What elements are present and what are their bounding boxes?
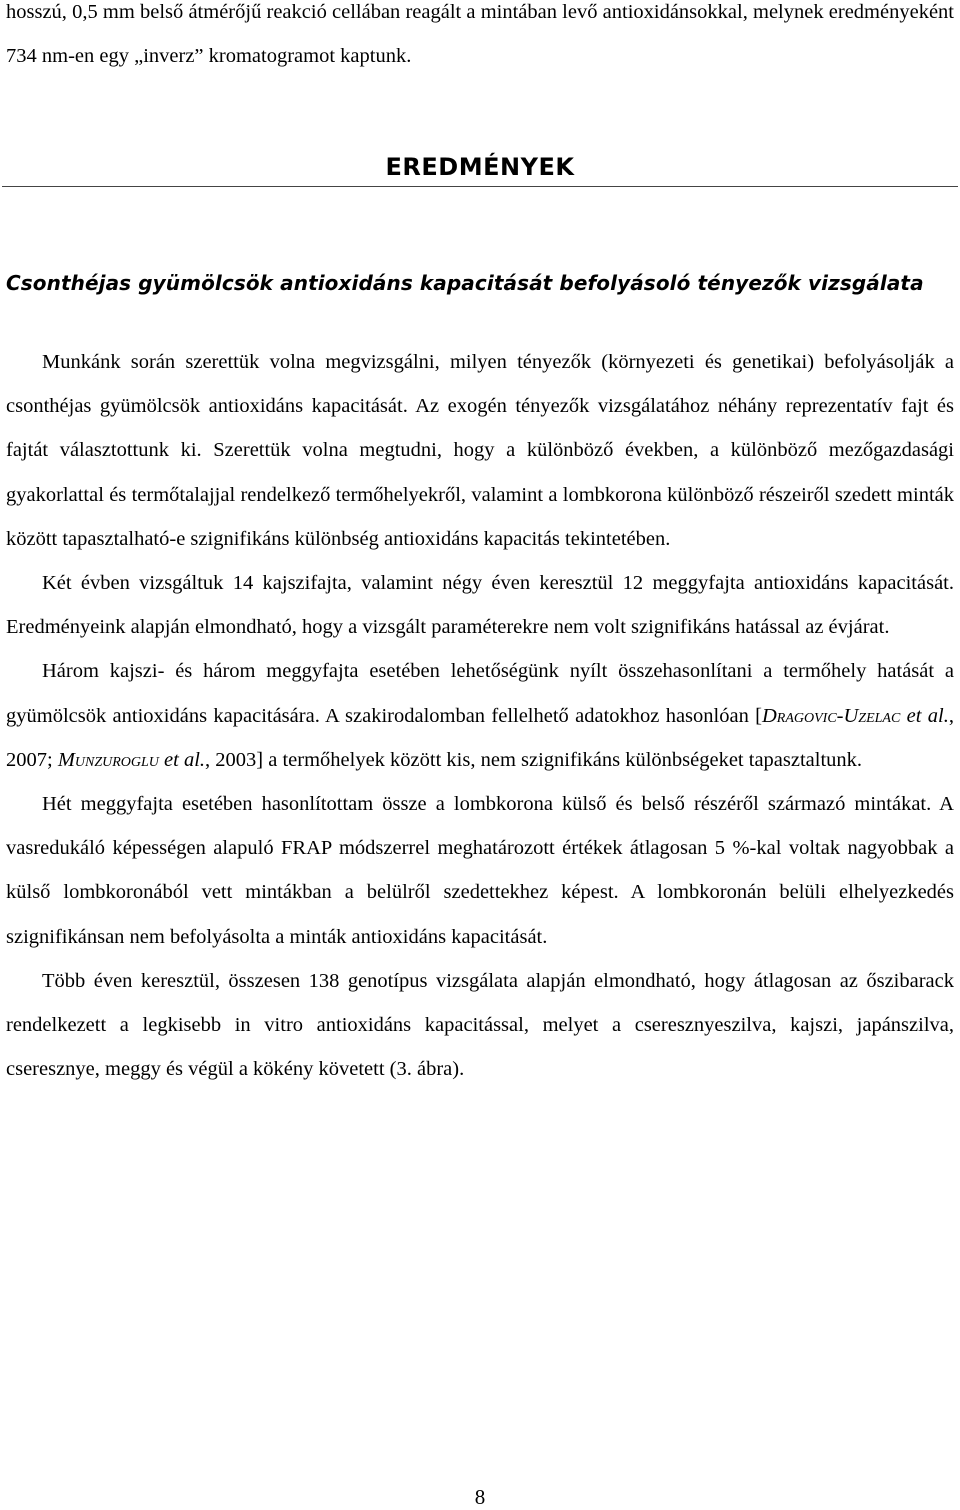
paragraph-3 bbox=[6, 649, 954, 782]
page-number: 8 bbox=[474, 1485, 486, 1509]
paragraph-1-sentence-1: Munkánk során szerettük volna megvizsgálni, milyen tényezők (környezeti és genetikai) befolyásolják a csonthéjas gyümölcsök antioxidáns kapacitását. bbox=[6, 351, 954, 418]
subsection-title: Csonthéjas gyümölcsök antioxidáns kapacitását befolyásoló tényezők vizsgálata bbox=[6, 271, 924, 295]
citation-year-1: , 2007; bbox=[6, 704, 954, 771]
body-text bbox=[6, 340, 954, 1091]
intro-paragraph: hosszú, 0,5 mm belső átmérőjű reakció cellában reagált a mintában levő antioxidánsokkal, melynek eredményeként 734 nm-en egy „inverz” kromatogramot kaptunk. bbox=[6, 1, 954, 68]
paragraph-3-text-b: , 2003] a termőhelyek között kis, nem szignifikáns különbségeket tapasztaltunk. bbox=[205, 748, 863, 771]
paragraph-1-sentence-3: Szerettük volna megtudni, hogy a különböző években, a különböző mezőgazdasági gyakorlattal és termőtalajjal rendelkező termőhelyekről, valamint a lombkorona különböző részeiről szedett minták között tapasztalható-e szignifikáns különbség antioxidáns kapacitás tekintetében. bbox=[6, 439, 954, 550]
citation-etal-1: et al. bbox=[900, 704, 949, 727]
paragraph-1-sentence-2: Az exogén tényezők vizsgálatához néhány reprezentatív fajt és fajtát választottunk ki. bbox=[6, 395, 955, 462]
paragraph-4: Hét meggyfajta esetében hasonlítottam össze a lombkorona külső és belső részéről származó mintákat. A vasredukáló képességen alapuló FRAP módszerrel meghatározott értékek átlagosan 5 %-kal voltak nagyobbak a külső lombkoronából vett mintákban a belülről szedettekhez képest. A lombkoronán belüli elhelyezkedés szignifikánsan nem befolyásolta a minták antioxidáns kapacitását. bbox=[6, 793, 954, 948]
heading-divider bbox=[2, 186, 958, 187]
paragraph-2: Két évben vizsgáltuk 14 kajszifajta, valamint négy éven keresztül 12 meggyfajta antioxidáns kapacitását. Eredményeink alapján elmondható, hogy a vizsgált paraméterekre nem volt szignifikáns hatással az évjárat. bbox=[6, 572, 954, 639]
citation-etal-2: et al. bbox=[158, 748, 206, 771]
citation-author-1: Dragovic-Uzelac bbox=[762, 704, 901, 727]
paragraph-5: Több éven keresztül, összesen 138 genotípus vizsgálata alapján elmondható, hogy átlagosan az őszibarack rendelkezett a legkisebb in vitro antioxidáns kapacitással, melyet a cseresznyeszilva, kajszi, japánszilva, cseresznye, meggy és végül a kökény követett (3. ábra). bbox=[6, 969, 954, 1081]
paragraph-3-text-a: Három kajszi- és három meggyfajta esetében lehetőségünk nyílt összehasonlítani a termőhely hatását a gyümölcsök antioxidáns kapacitására. A szakirodalomban fellelhető adatokhoz hasonlóan [ bbox=[6, 660, 954, 727]
paragraph-1 bbox=[6, 340, 954, 561]
section-title: EREDMÉNYEK bbox=[385, 153, 575, 181]
citation-author-2: Munzuroglu bbox=[57, 748, 159, 771]
